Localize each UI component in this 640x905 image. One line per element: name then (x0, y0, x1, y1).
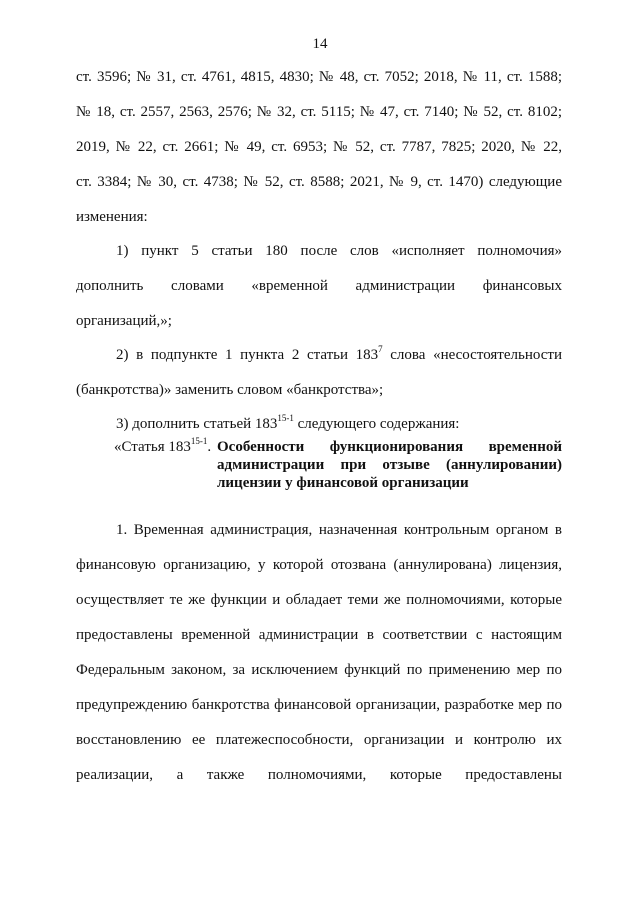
item-1-paragraph (76, 234, 562, 339)
text-line: предупреждению банкротства финансовой организации, разработке мер по (76, 697, 562, 713)
text-fragment: «Статья 183 (114, 439, 191, 455)
title-line: лицензии у финансовой организации (217, 475, 469, 491)
page-number: 14 (312, 36, 328, 52)
item-3-paragraph (76, 407, 562, 442)
text-fragment: слова «несостоятельности (382, 347, 562, 363)
superscript: 15-1 (277, 413, 294, 423)
text-line: дополнить словами «временной администрации финансовых (76, 278, 562, 294)
text-line: 1) пункт 5 статьи 180 после слов «исполняет полномочия» (116, 243, 562, 259)
text-fragment: следующего содержания: (293, 416, 460, 432)
text-line (76, 338, 562, 373)
text-line: ст. 3596; № 31, ст. 4761, 4815, 4830; № 48, ст. 7052; 2018, № 11, ст. 1588; (76, 69, 562, 85)
text-line: восстановлению ее платежеспособности, организации и контролю их (76, 732, 562, 748)
point-1-paragraph (76, 513, 562, 793)
article-title (217, 438, 562, 492)
title-line: администрации при отзыве (аннулировании) (217, 457, 562, 473)
text-line (76, 407, 562, 442)
text-line: предоставлены временной администрации в соответствии с настоящим (76, 627, 562, 643)
text-fragment: 2) в подпункте 1 пункта 2 статьи 183 (116, 347, 379, 363)
text-line: организаций,»; (76, 313, 172, 329)
article-label (114, 438, 217, 492)
text-line: № 18, ст. 2557, 2563, 2576; № 32, ст. 5115; № 47, ст. 7140; № 52, ст. 8102; (76, 104, 562, 120)
item-2-paragraph (76, 338, 562, 408)
superscript: 15-1 (190, 436, 208, 446)
text-line: изменения: (76, 209, 148, 225)
text-fragment: . (207, 439, 212, 455)
superscript: 7 (378, 344, 383, 354)
text-line: ст. 3384; № 30, ст. 4738; № 52, ст. 8588; 2021, № 9, ст. 1470) следующие (76, 174, 562, 190)
text-line: осуществляет те же функции и обладает теми же полномочиями, которые (76, 592, 562, 608)
title-line: Особенности функционирования временной (217, 439, 562, 455)
text-line: Федеральным законом, за исключением функций по применению мер по (76, 662, 562, 678)
text-line: 1. Временная администрация, назначенная контрольным органом в (116, 522, 562, 538)
text-fragment: 3) дополнить статьей 183 (116, 416, 278, 432)
text-line: реализации, а также полномочиями, которые предоставлены (76, 767, 562, 783)
intro-paragraph (76, 60, 562, 235)
text-line: (банкротства)» заменить словом «банкротства»; (76, 382, 384, 398)
text-line: финансовую организацию, у которой отозвана (аннулирована) лицензия, (76, 557, 562, 573)
text-line: 2019, № 22, ст. 2661; № 49, ст. 6953; № 52, ст. 7787, 7825; 2020, № 22, (76, 139, 562, 155)
article-heading (114, 438, 562, 492)
